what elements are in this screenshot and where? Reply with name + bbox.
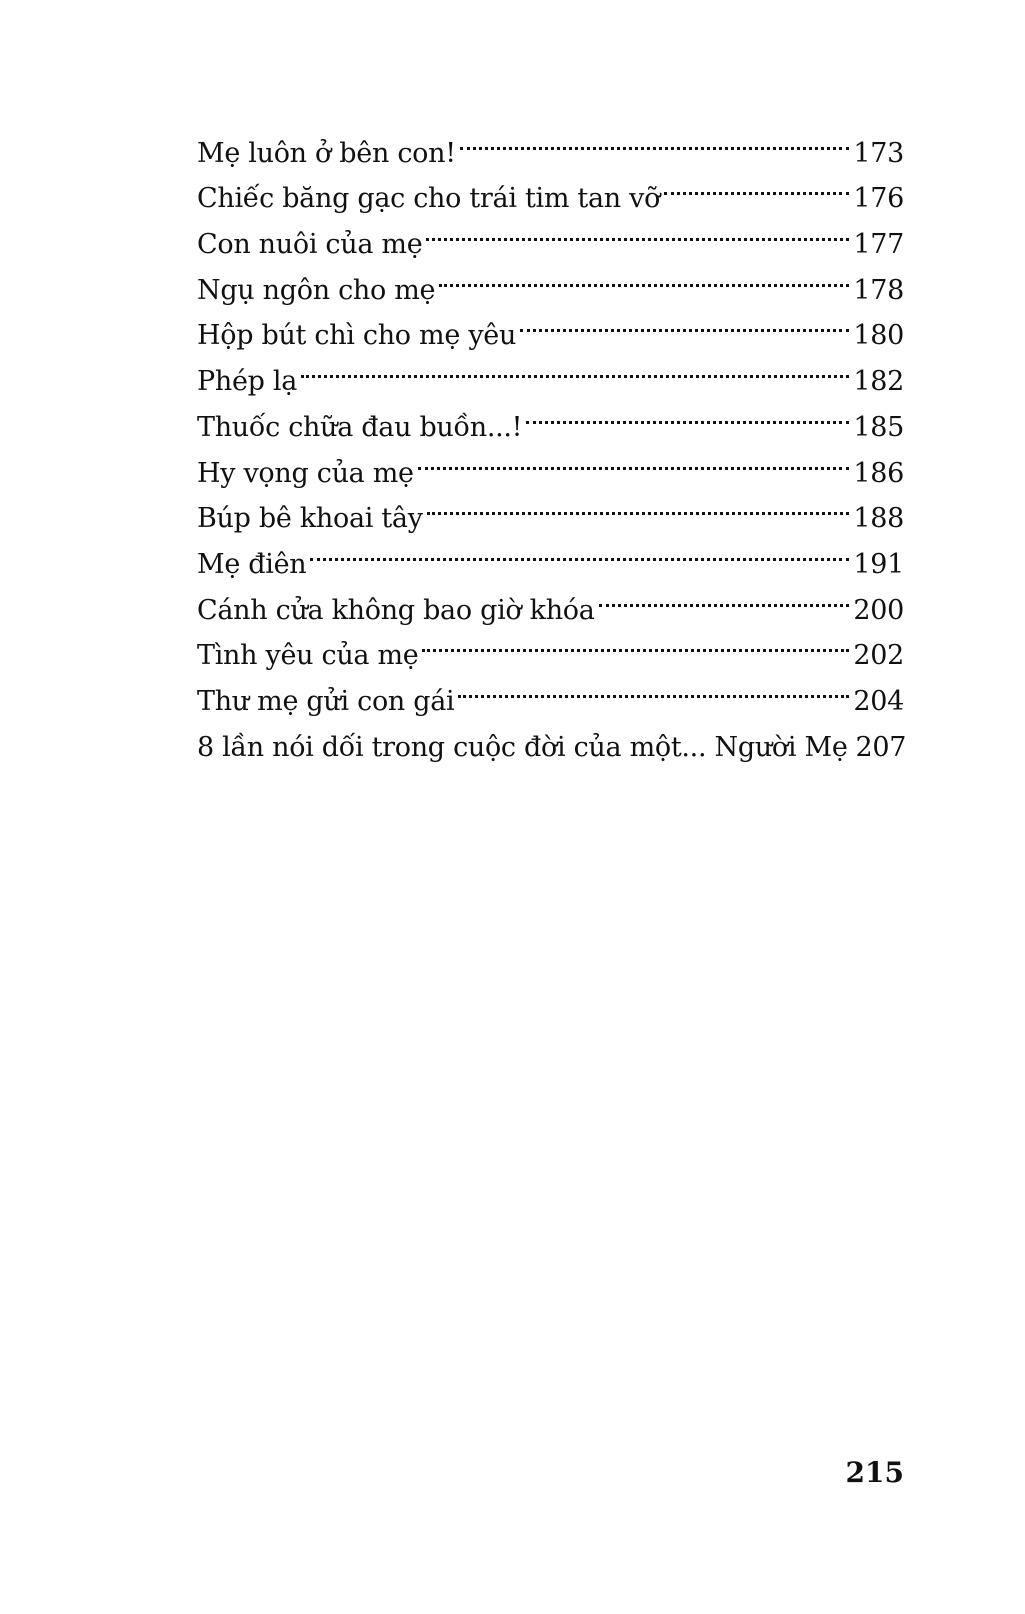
toc-entry-title: Thuốc chữa đau buồn...! bbox=[197, 411, 523, 443]
toc-entry-title: Hy vọng của mẹ bbox=[197, 457, 414, 489]
toc-entry-page: 182 bbox=[853, 366, 904, 398]
toc-entry-title: Chiếc băng gạc cho trái tim tan vỡ bbox=[197, 183, 661, 215]
dot-leader bbox=[439, 253, 849, 299]
toc-entry bbox=[197, 344, 904, 398]
toc-entry-page: 188 bbox=[853, 503, 904, 535]
toc-entry-page: 204 bbox=[853, 685, 904, 717]
dot-leader bbox=[664, 162, 849, 208]
toc-entry-page: 207 bbox=[855, 731, 907, 763]
dot-leader bbox=[418, 436, 850, 482]
toc-entry-page: 177 bbox=[853, 229, 904, 261]
dot-leader bbox=[460, 116, 850, 162]
toc-entry-page: 176 bbox=[853, 183, 904, 215]
dot-leader bbox=[310, 527, 849, 573]
toc-entry-page: 186 bbox=[853, 457, 904, 489]
dot-leader bbox=[526, 390, 849, 436]
dot-leader bbox=[426, 207, 849, 253]
toc-entry-title: Hộp bút chì cho mẹ yêu bbox=[197, 320, 517, 352]
dot-leader bbox=[599, 573, 850, 619]
dot-leader bbox=[520, 299, 849, 345]
toc-entry-title: Mẹ điên bbox=[197, 548, 307, 580]
table-of-contents bbox=[197, 116, 907, 763]
toc-entry-title: Búp bê khoai tây bbox=[197, 503, 423, 535]
toc-entry-title: Cánh cửa không bao giờ khóa bbox=[197, 594, 595, 626]
toc-entry bbox=[197, 390, 904, 443]
toc-entry bbox=[197, 116, 904, 169]
toc-entry-title: Con nuôi của mẹ bbox=[197, 229, 423, 261]
toc-entry-page: 200 bbox=[853, 594, 904, 626]
page-number: 215 bbox=[845, 1456, 904, 1489]
dot-leader bbox=[301, 344, 849, 390]
toc-entry-title: Thư mẹ gửi con gái bbox=[197, 685, 455, 717]
toc-entry-page: 173 bbox=[853, 137, 904, 169]
toc-entry-title: Ngụ ngôn cho mẹ bbox=[197, 274, 436, 306]
toc-entry-title: 8 lần nói dối trong cuộc đời của một... Người Mẹ bbox=[197, 731, 848, 763]
toc-entry-title: Tình yêu của mẹ bbox=[197, 640, 419, 672]
toc-entry-page: 191 bbox=[853, 548, 904, 580]
toc-entry-page: 185 bbox=[853, 411, 904, 443]
toc-entry-page: 202 bbox=[853, 640, 904, 672]
toc-entry-title: Phép lạ bbox=[197, 366, 298, 398]
toc-entry-page: 180 bbox=[853, 320, 904, 352]
dot-leader bbox=[422, 619, 849, 665]
dot-leader bbox=[427, 482, 850, 528]
dot-leader bbox=[458, 664, 849, 710]
toc-entry-page: 178 bbox=[853, 274, 904, 306]
toc-entry-title: Mẹ luôn ở bên con! bbox=[197, 137, 456, 169]
